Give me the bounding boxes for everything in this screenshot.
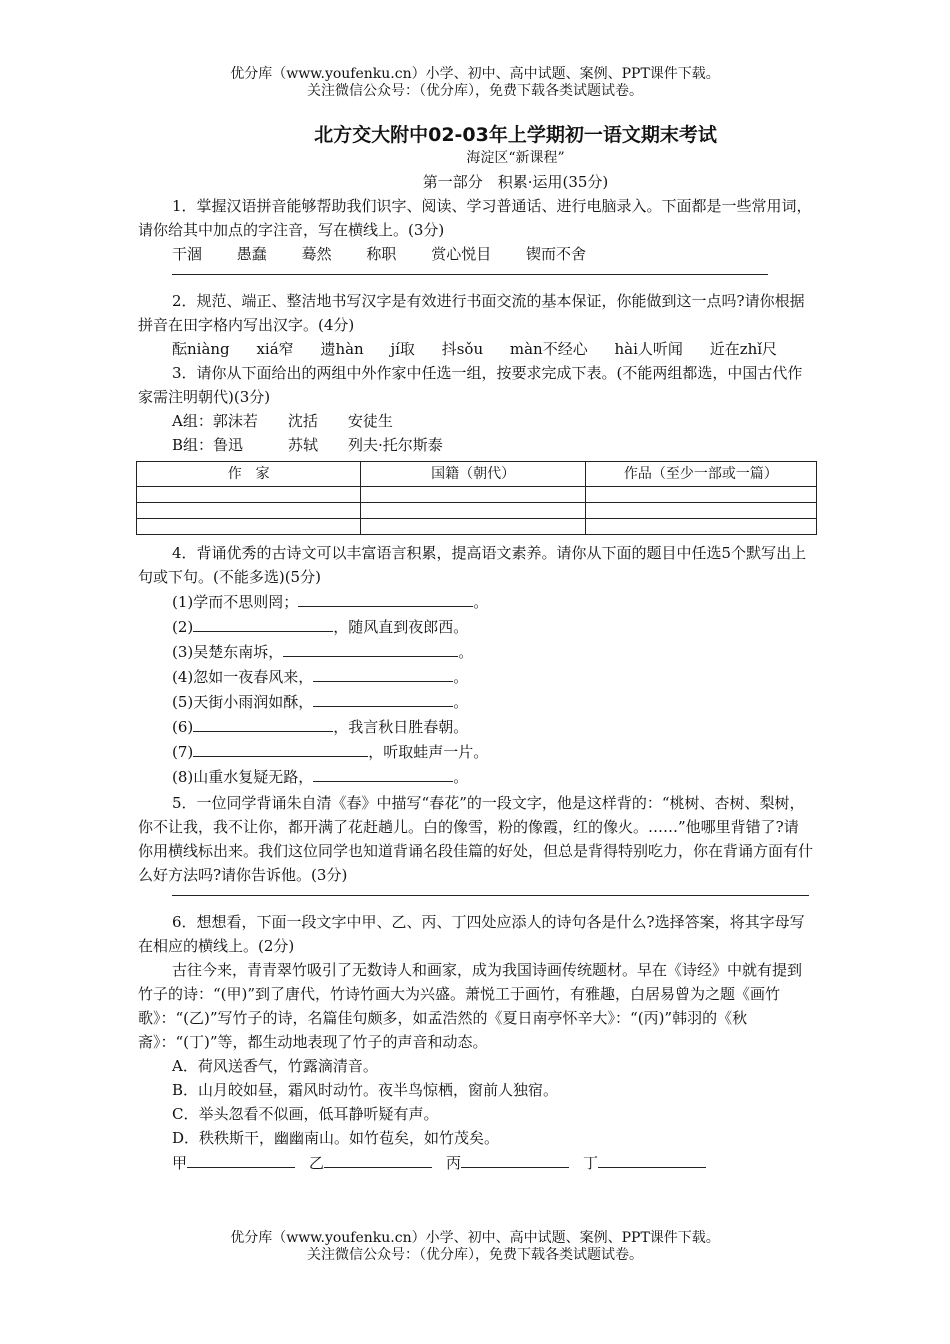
exam-content xyxy=(138,122,813,1175)
q2-item: jí取 xyxy=(390,340,415,358)
q6-option-a: A．荷风送香气，竹露滴清音。 xyxy=(172,1057,378,1075)
exam-subtitle: 海淀区“新课程” xyxy=(466,150,565,166)
q2-item: 遗hàn xyxy=(320,340,364,358)
q4-line: (6) ，我言秋日胜春朝。 xyxy=(138,714,813,739)
table-header-nationality: 国籍（朝代） xyxy=(361,462,585,487)
q6-passage: 古往今来，青青翠竹吸引了无数诗人和画家，成为我国诗画传统题材。早在《诗经》中就有提到竹子的诗：“(甲)”到了唐代，竹诗竹画大为兴盛。萧悦工于画竹，有雅趣，白居易曾为之题《画竹歌》：“(乙)”写竹子的诗，名篇佳句颇多，如孟浩然的《夏日南亭怀辛大》：“(丙)”韩羽的《秋斋》：“(丁)”等，都生动地表现了竹子的声音和动态。 xyxy=(138,961,803,1051)
answer-label: 丙 xyxy=(446,1154,462,1172)
table-header-author: 作 家 xyxy=(137,462,361,487)
q4-blank[interactable] xyxy=(193,614,333,632)
q1-word: 蓦然 xyxy=(301,245,332,263)
answer-blank-ding[interactable] xyxy=(598,1150,706,1168)
q4-blank[interactable] xyxy=(193,714,333,732)
table-header-works: 作品（至少一部或一篇） xyxy=(585,462,816,487)
q4-line: (7) ，听取蛙声一片。 xyxy=(138,739,813,764)
q4-line: (5)天街小雨润如酥， 。 xyxy=(138,689,813,714)
q2-item: hài人听闻 xyxy=(614,340,683,358)
q2-item: màn不经心 xyxy=(509,340,588,358)
q4-blank[interactable] xyxy=(313,689,453,707)
q4-line: (3)吴楚东南坼， 。 xyxy=(138,639,813,664)
q6-option-b: B．山月皎如昼，霜风时动竹。夜半鸟惊栖，窗前人独宿。 xyxy=(172,1081,559,1099)
author-table xyxy=(136,461,817,535)
exam-title: 北方交大附中02-03年上学期初一语文期末考试 xyxy=(314,124,717,146)
q2-item: 酝niàng xyxy=(172,340,230,358)
q2-pinyin-list xyxy=(138,337,813,361)
page-header xyxy=(0,66,950,100)
page-footer xyxy=(0,1230,950,1264)
header-line-2: 关注微信公众号：（优分库），免费下载各类试题试卷。 xyxy=(307,83,643,99)
q1-answer-line[interactable] xyxy=(172,274,768,275)
q2-item: 抖sǒu xyxy=(441,340,484,358)
q4-line: (4)忽如一夜春风来， 。 xyxy=(138,664,813,689)
table-row xyxy=(137,519,817,535)
q1-word: 干涸 xyxy=(172,245,203,263)
q3-group-a: A组：郭沫若 沈括 安徒生 xyxy=(172,412,393,430)
q4-blank[interactable] xyxy=(283,639,458,657)
answer-label: 丁 xyxy=(583,1154,599,1172)
question-2: 2．规范、端正、整洁地书写汉字是有效进行书面交流的基本保证，你能做到这一点吗?请你根据拼音在田字格内写出汉字。(4分) xyxy=(138,292,805,334)
question-6: 6．想想看，下面一段文字中甲、乙、丙、丁四处应添人的诗句各是什么?选择答案，将其字母写在相应的横线上。(2分) xyxy=(138,913,805,955)
q4-line: (8)山重水复疑无路， 。 xyxy=(138,764,813,789)
q4-blank[interactable] xyxy=(298,589,473,607)
q2-item: 近在zhǐ尺 xyxy=(709,340,778,358)
q6-option-d: D．秩秩斯干，幽幽南山。如竹苞矣，如竹茂矣。 xyxy=(172,1129,500,1147)
q1-word-list xyxy=(138,242,813,266)
answer-blank-jia[interactable] xyxy=(187,1150,295,1168)
question-5: 5．一位同学背诵朱自清《春》中描写“春花”的一段文字，他是这样背的：“桃树、杏树、梨树，你不让我，我不让你，都开满了花赶趟儿。白的像雪，粉的像霞，红的像火。……”他哪里背错了?请你用横线标出来。我们这位同学也知道背诵名段佳篇的好处，但总是背得特别吃力，你在背诵方面有什么好方法吗?请你告诉他。(3分) xyxy=(138,794,814,884)
part-heading: 第一部分 积累·运用(35分) xyxy=(422,173,609,191)
question-4: 4．背诵优秀的古诗文可以丰富语言积累，提高语文素养。请你从下面的题目中任选5个默写出上句或下句。(不能多选)(5分) xyxy=(138,544,807,586)
question-1: 1．掌握汉语拼音能够帮助我们识字、阅读、学习普通话、进行电脑录入。下面都是一些常用词，请你给其中加点的字注音，写在横线上。(3分) xyxy=(138,197,812,239)
q1-word: 称职 xyxy=(366,245,397,263)
question-3: 3．请你从下面给出的两组中外作家中任选一组，按要求完成下表。(不能两组都选，中国古代作家需注明朝代)(3分) xyxy=(138,364,803,406)
q4-blank[interactable] xyxy=(193,739,368,757)
table-row xyxy=(137,503,817,519)
answer-label: 甲 xyxy=(172,1154,188,1172)
q4-line: (2) ，随风直到夜郎西。 xyxy=(138,614,813,639)
q2-item: xiá窄 xyxy=(256,340,294,358)
q3-group-b: B组：鲁迅 苏轼 列夫·托尔斯泰 xyxy=(172,436,443,454)
q6-option-c: C．举头忽看不似画，低耳静听疑有声。 xyxy=(172,1105,439,1123)
q1-word: 赏心悦目 xyxy=(431,245,492,263)
q1-word: 愚蠢 xyxy=(236,245,267,263)
q1-word: 锲而不舍 xyxy=(525,245,586,263)
answer-blank-bing[interactable] xyxy=(461,1150,569,1168)
header-line-1: 优分库（www.youfenku.cn）小学、初中、高中试题、案例、PPT课件下载。 xyxy=(230,66,720,82)
q6-answer-row xyxy=(138,1150,813,1175)
q4-blank[interactable] xyxy=(313,664,453,682)
table-row xyxy=(137,487,817,503)
footer-line-2: 关注微信公众号：（优分库），免费下载各类试题试卷。 xyxy=(307,1247,643,1263)
q4-blank[interactable] xyxy=(313,764,453,782)
answer-blank-yi[interactable] xyxy=(324,1150,432,1168)
q4-line: (1)学而不思则罔； 。 xyxy=(138,589,813,614)
q5-answer-line[interactable] xyxy=(172,895,809,896)
answer-label: 乙 xyxy=(309,1154,325,1172)
footer-line-1: 优分库（www.youfenku.cn）小学、初中、高中试题、案例、PPT课件下载。 xyxy=(230,1230,720,1246)
